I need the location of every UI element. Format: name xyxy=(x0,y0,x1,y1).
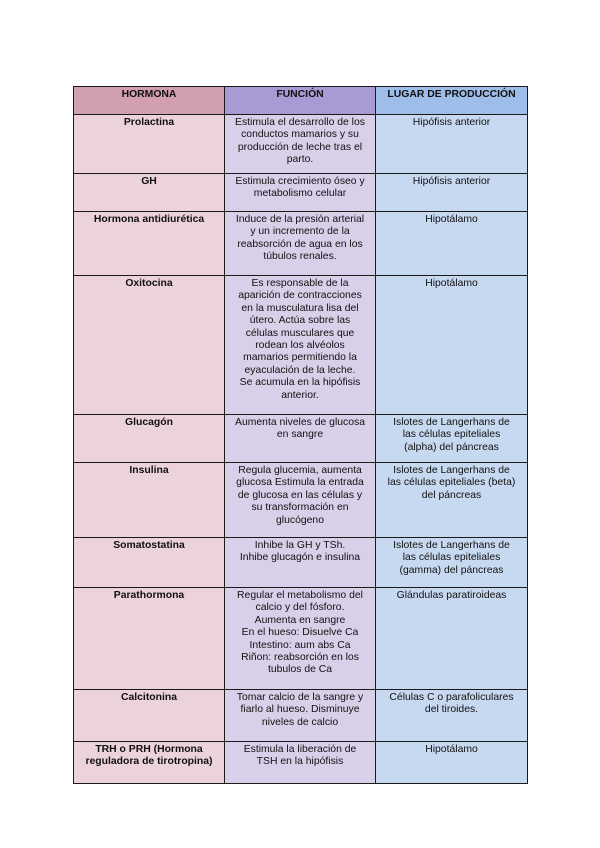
table-row xyxy=(74,212,528,276)
table-row xyxy=(74,276,528,415)
hormone-name-cell: Glucagón xyxy=(74,415,225,463)
table-row xyxy=(74,463,528,538)
table-row xyxy=(74,588,528,690)
function-cell: Regula glucemia, aumenta glucosa Estimula la entrada de glucosa en las células y su transformación en glucógeno xyxy=(225,463,376,538)
production-place-cell: Hipófisis anterior xyxy=(376,115,528,174)
header-lugar: LUGAR DE PRODUCCIÓN xyxy=(376,87,528,115)
table-row xyxy=(74,742,528,784)
production-place-cell: Células C o parafoliculares del tiroides. xyxy=(376,690,528,742)
production-place-cell: Hipotálamo xyxy=(376,212,528,276)
header-row xyxy=(74,87,528,115)
production-place-cell: Islotes de Langerhans de las células epiteliales (alpha) del páncreas xyxy=(376,415,528,463)
hormone-name-cell: Hormona antidiurética xyxy=(74,212,225,276)
production-place-cell: Hipotálamo xyxy=(376,742,528,784)
function-cell: Aumenta niveles de glucosa en sangre xyxy=(225,415,376,463)
hormone-name-cell: Calcitonina xyxy=(74,690,225,742)
table-row xyxy=(74,174,528,212)
function-cell: Estimula crecimiento óseo y metabolismo celular xyxy=(225,174,376,212)
hormone-name-cell: Parathormona xyxy=(74,588,225,690)
production-place-cell: Hipófisis anterior xyxy=(376,174,528,212)
function-cell: Tomar calcio de la sangre y fiarlo al hueso. Disminuye niveles de calcio xyxy=(225,690,376,742)
hormone-name-cell: Oxitocina xyxy=(74,276,225,415)
function-cell: Induce de la presión arterial y un incremento de la reabsorción de agua en los túbulos renales. xyxy=(225,212,376,276)
function-cell: Regular el metabolismo del calcio y del fósforo. Aumenta en sangre En el hueso: Disuelve Ca Intestino: aum abs Ca Riñon: reabsorción en los tubulos de Ca xyxy=(225,588,376,690)
function-cell: Inhibe la GH y TSh. Inhibe glucagón e insulina xyxy=(225,538,376,588)
hormone-name-cell: TRH o PRH (Hormona reguladora de tirotropina) xyxy=(74,742,225,784)
function-cell: Es responsable de la aparición de contracciones en la musculatura lisa del útero. Actúa sobre las células musculares que rodean los alvéolos mamarios permitiendo la eyaculación de la leche. Se acumula en la hipófisis anterior. xyxy=(225,276,376,415)
table-row xyxy=(74,415,528,463)
function-cell: Estimula el desarrollo de los conductos mamarios y su producción de leche tras el parto. xyxy=(225,115,376,174)
header-hormona: HORMONA xyxy=(74,87,225,115)
function-cell: Estimula la liberación de TSH en la hipófisis xyxy=(225,742,376,784)
hormone-name-cell: GH xyxy=(74,174,225,212)
hormone-name-cell: Prolactina xyxy=(74,115,225,174)
hormone-table xyxy=(73,86,528,784)
table-row xyxy=(74,115,528,174)
table-row xyxy=(74,538,528,588)
production-place-cell: Islotes de Langerhans de las células epiteliales (beta) del páncreas xyxy=(376,463,528,538)
production-place-cell: Islotes de Langerhans de las células epiteliales (gamma) del páncreas xyxy=(376,538,528,588)
hormone-name-cell: Insulina xyxy=(74,463,225,538)
table-row xyxy=(74,690,528,742)
header-funcion: FUNCIÓN xyxy=(225,87,376,115)
production-place-cell: Glándulas paratiroideas xyxy=(376,588,528,690)
hormone-name-cell: Somatostatina xyxy=(74,538,225,588)
production-place-cell: Hipotálamo xyxy=(376,276,528,415)
